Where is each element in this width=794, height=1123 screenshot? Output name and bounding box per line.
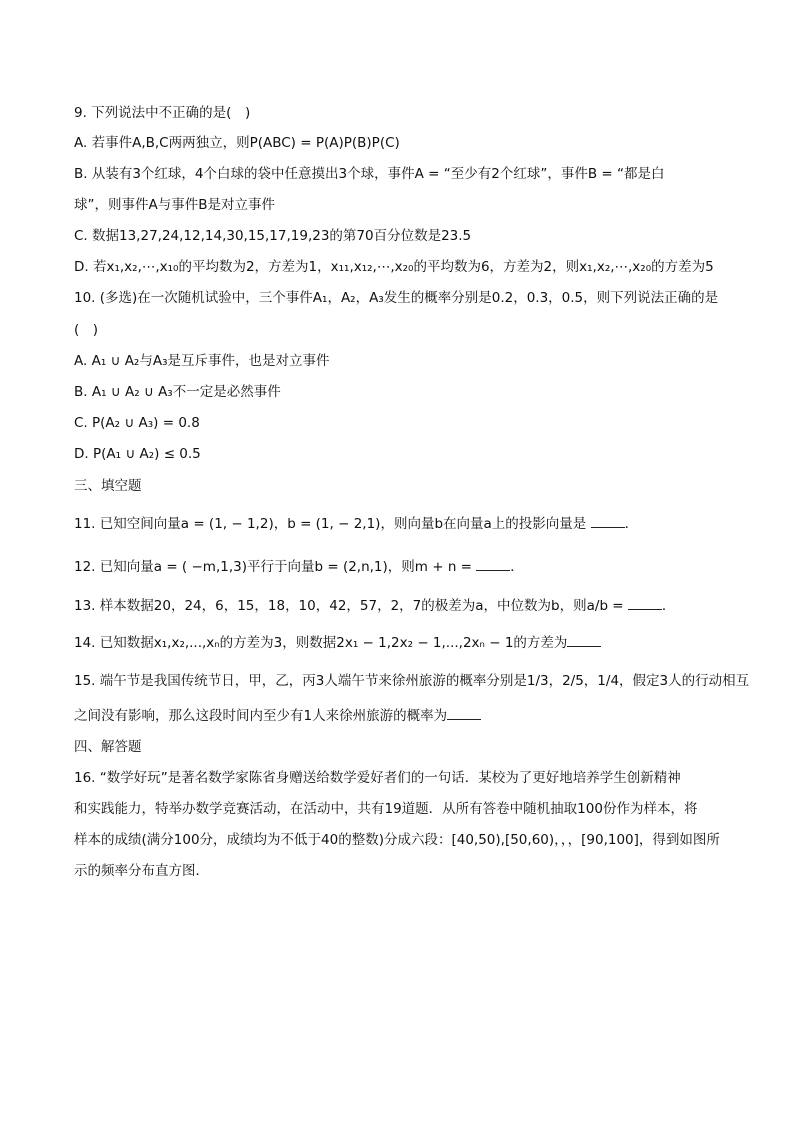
q16-line4: 示的频率分布直方图． bbox=[74, 863, 209, 879]
q14 bbox=[74, 633, 734, 653]
q10-option-a: A. A₁ ∪ A₂与A₃是互斥事件，也是对立事件 bbox=[74, 353, 330, 369]
section-heading-solutions: 四、解答题 bbox=[74, 739, 142, 755]
q15-line1: 15. 端午节是我国传统节日，甲，乙，丙3人端午节来徐州旅游的概率分别是1/3，2/5，1/4，假定3人的行动相互 bbox=[74, 673, 750, 689]
q13-answer-blank[interactable] bbox=[628, 596, 662, 610]
q12-answer-blank[interactable] bbox=[476, 557, 510, 571]
q15-line2-text: 之间没有影响，那么这段时间内至少有1人来徐州旅游的概率为 bbox=[74, 708, 448, 724]
q10-option-d: D. P(A₁ ∪ A₂) ≤ 0.5 bbox=[74, 446, 201, 462]
q14-text: 14. 已知数据x₁,x₂,...,xₙ的方差为3，则数据2x₁ − 1,2x₂ − 1,...,2xₙ − 1的方差为 bbox=[74, 635, 568, 651]
q12: 12. 已知向量a = ( −m,1,3)平行于向量b = (2,n,1)，则m + n = ． bbox=[74, 559, 524, 575]
q15-answer-blank[interactable] bbox=[447, 706, 481, 720]
q11: 11. 已知空间向量a = (1, − 1,2)，b = (1, − 2,1)，则向量b在向量a上的投影向量是 ． bbox=[74, 516, 639, 532]
q10-stem-line1: 10. (多选)在一次随机试验中，三个事件A₁，A₂，A₃发生的概率分别是0.2，0.3，0.5，则下列说法正确的是 bbox=[74, 290, 719, 306]
q16-line3: 样本的成绩(满分100分，成绩均为不低于40的整数)分成六段：[40,50),[50,60)，，，[90,100]，得到如图所 bbox=[74, 832, 720, 848]
q10-stem-line2: ( ) bbox=[74, 322, 99, 338]
q16-line1: 16. “数学好玩”是著名数学家陈省身赠送给数学爱好者们的一句话．某校为了更好地培养学生创新精神 bbox=[74, 770, 681, 786]
q9-option-b-line2: 球”，则事件A与事件B是对立事件 bbox=[74, 197, 275, 213]
q9-option-d: D. 若x₁,x₂,⋯,x₁₀的平均数为2，方差为1，x₁₁,x₁₂,⋯,x₂₀的平均数为6，方差为2，则x₁,x₂,⋯,x₂₀的方差为5 bbox=[74, 259, 714, 275]
q9-option-a: A. 若事件A,B,C两两独立，则P(ABC) = P(A)P(B)P(C) bbox=[74, 135, 400, 151]
q9-option-c: C. 数据13,27,24,12,14,30,15,17,19,23的第70百分位数是23.5 bbox=[74, 228, 472, 244]
q11-answer-blank[interactable] bbox=[591, 514, 625, 528]
q10-option-c: C. P(A₂ ∪ A₃) = 0.8 bbox=[74, 415, 200, 431]
q12-text: 12. 已知向量a = ( −m,1,3)平行于向量b = (2,n,1)，则m + n = bbox=[74, 559, 472, 575]
section-heading-fill-in: 三、填空题 bbox=[74, 478, 142, 494]
q13-text: 13. 样本数据20，24，6，15，18，10，42，57，2，7的极差为a，中位数为b，则a/b = bbox=[74, 598, 624, 614]
q14-answer-blank[interactable] bbox=[567, 633, 601, 647]
q11-text: 11. 已知空间向量a = (1, − 1,2)，b = (1, − 2,1)，则向量b在向量a上的投影向量是 bbox=[74, 516, 587, 532]
q13: 13. 样本数据20，24，6，15，18，10，42，57，2，7的极差为a，中位数为b，则a/b = ． bbox=[74, 598, 676, 614]
q10-option-b: B. A₁ ∪ A₂ ∪ A₃不一定是必然事件 bbox=[74, 384, 281, 400]
q15-line2 bbox=[74, 706, 734, 726]
q9-option-b-line1: B. 从装有3个红球，4个白球的袋中任意摸出3个球，事件A = “至少有2个红球”，事件B = “都是白 bbox=[74, 166, 665, 182]
q16-line2: 和实践能力，特举办数学竞赛活动，在活动中，共有19道题．从所有答卷中随机抽取100份作为样本，将 bbox=[74, 801, 698, 817]
q9-stem: 9. 下列说法中不正确的是( ) bbox=[74, 105, 251, 121]
